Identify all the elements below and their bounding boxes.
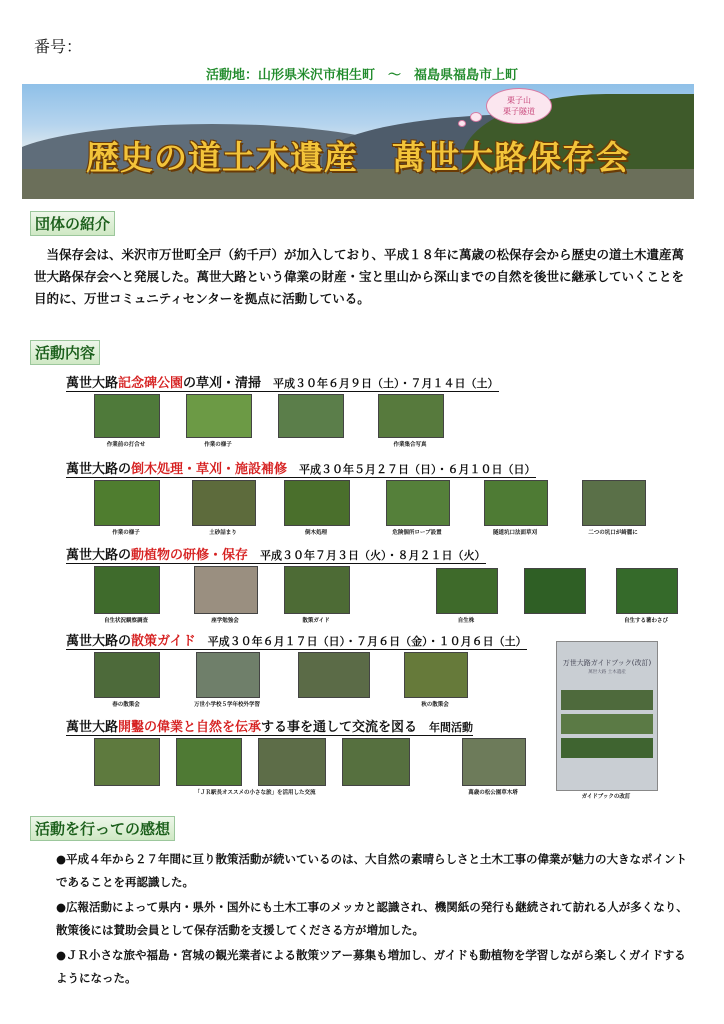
activity-photo xyxy=(94,394,160,438)
activity-photo xyxy=(284,480,350,526)
activity-location: 活動地：山形県米沢市相生町 ～ 福島県福島市上町 xyxy=(205,68,518,83)
activity-photo xyxy=(278,394,344,438)
activity-photo xyxy=(176,738,242,786)
guidebook-photo xyxy=(561,738,653,758)
activity-photo xyxy=(616,568,678,614)
activity-photo xyxy=(192,480,256,526)
photo-caption: 自生状況観察調査 xyxy=(103,618,148,624)
photo-caption: 危険個所ロープ設置 xyxy=(392,530,442,536)
photo-caption: 倒木処理 xyxy=(304,530,327,536)
photo-caption: 二つの坑口が綺麗に xyxy=(588,530,638,536)
activity-photo xyxy=(284,566,350,614)
guidebook-subtitle: 萬世大路 土木遺産 xyxy=(588,670,626,675)
activity-title: 萬世大路の動植物の研修・保存 平成３０年７月３日（火）・８月２１日（火） xyxy=(66,544,486,564)
photo-caption: 春の散策会 xyxy=(112,702,140,708)
intro-heading: 団体の紹介 xyxy=(30,211,115,236)
guidebook-title: 万世大路ガイドブック(改訂) xyxy=(562,659,652,667)
activity-photo xyxy=(378,394,444,438)
activity-photo xyxy=(94,738,160,786)
activity-title: 萬世大路の散策ガイド 平成３０年６月１７日（日）・７月６日（金）・１０月６日（土） xyxy=(66,630,527,650)
activity-photo xyxy=(298,652,370,698)
activity-photo xyxy=(194,566,258,614)
photo-caption: 土砂詰まり xyxy=(209,530,237,536)
activity-title: 萬世大路記念碑公園の草刈・清掃 平成３０年６月９日（土）・７月１４日（土） xyxy=(66,372,499,392)
banner xyxy=(22,84,694,199)
photo-caption: 秋の散策会 xyxy=(421,702,449,708)
photo-caption: 作業前の打合せ xyxy=(106,442,146,448)
guidebook-photo xyxy=(561,690,653,710)
impressions-heading: 活動を行っての感想 xyxy=(30,816,175,841)
activity-photo xyxy=(524,568,586,614)
photo-caption: 作業の様子 xyxy=(112,530,140,536)
guidebook-caption: ガイドブックの改訂 xyxy=(581,794,631,800)
activity-photo xyxy=(196,652,260,698)
photo-caption: 座学勉強会 xyxy=(211,618,239,624)
banner-title: 歴史の道土木遺産 萬世大路保存会 xyxy=(86,138,630,177)
activity-photo xyxy=(258,738,326,786)
cloud-text: 栗子山 栗子隧道 xyxy=(503,96,535,116)
photo-caption: 「ＪＲ駅長オススメの小さな旅」を活用した交流 xyxy=(194,790,316,796)
activity-photo xyxy=(94,566,160,614)
impression-bullet: ●平成４年から２７年間に亘り散策活動が続いているのは、大自然の素晴らしさと土木工事の偉業が魅力の大きなポイントであることを再認識した。 xyxy=(56,852,688,889)
cloud-dot xyxy=(458,120,466,127)
number-label: 番号： xyxy=(34,37,83,56)
activity-photo xyxy=(436,568,498,614)
photo-caption: 作業集合写真 xyxy=(393,442,427,448)
activity-photo xyxy=(462,738,526,786)
guidebook-photo xyxy=(561,714,653,734)
photo-caption: 作業の様子 xyxy=(204,442,232,448)
impression-bullet: ●ＪＲ小さな旅や福島・宮城の観光業者による散策ツアー募集も増加し、ガイドも動植物を学習しながら楽しくガイドするようになった。 xyxy=(56,948,686,985)
activity-photo xyxy=(582,480,646,526)
activity-photo xyxy=(404,652,468,698)
photo-caption: 万世小学校５学年校外学習 xyxy=(193,702,260,708)
activity-title: 萬世大路の倒木処理・草刈・施設補修 平成３０年５月２７日（日）・６月１０日（日） xyxy=(66,458,536,478)
activity-photo xyxy=(342,738,410,786)
photo-caption: 自生株 xyxy=(457,618,475,624)
cloud-dot xyxy=(470,112,482,122)
activity-photo xyxy=(484,480,548,526)
intro-text: 当保存会は、米沢市万世町全戸（約千戸）が加入しており、平成１８年に萬歳の松保存会から歴史の道土木遺産萬世大路保存会へと発展した。萬世大路という偉業の財産・宝と里山から深山までの自然を後世に継承していくことを目的に、万世コミュニティセンターを拠点に活動している。 xyxy=(34,247,685,306)
photo-caption: 自生する薯わさび xyxy=(623,618,668,624)
impression-bullet: ●広報活動によって県内・県外・国外にも土木工事のメッカと認識され、機関紙の発行も継続されて訪れる人が多くなり、散策後には賛助会員として保存活動を支援してくださる方が増加した。 xyxy=(56,900,688,937)
speech-cloud xyxy=(486,88,552,124)
activity-photo xyxy=(94,480,160,526)
guidebook-cover xyxy=(556,641,658,791)
photo-caption: 隧道坑口法面草刈 xyxy=(492,530,537,536)
photo-caption: 散策ガイド xyxy=(302,618,330,624)
activities-heading: 活動内容 xyxy=(30,340,100,365)
activity-photo xyxy=(386,480,450,526)
activity-photo xyxy=(186,394,252,438)
activity-title: 萬世大路開鑿の偉業と自然を伝承する事を通して交流を図る 年間活動 xyxy=(66,716,473,736)
activity-photo xyxy=(94,652,160,698)
photo-caption: 萬歳の松公園草木塔 xyxy=(468,790,518,796)
